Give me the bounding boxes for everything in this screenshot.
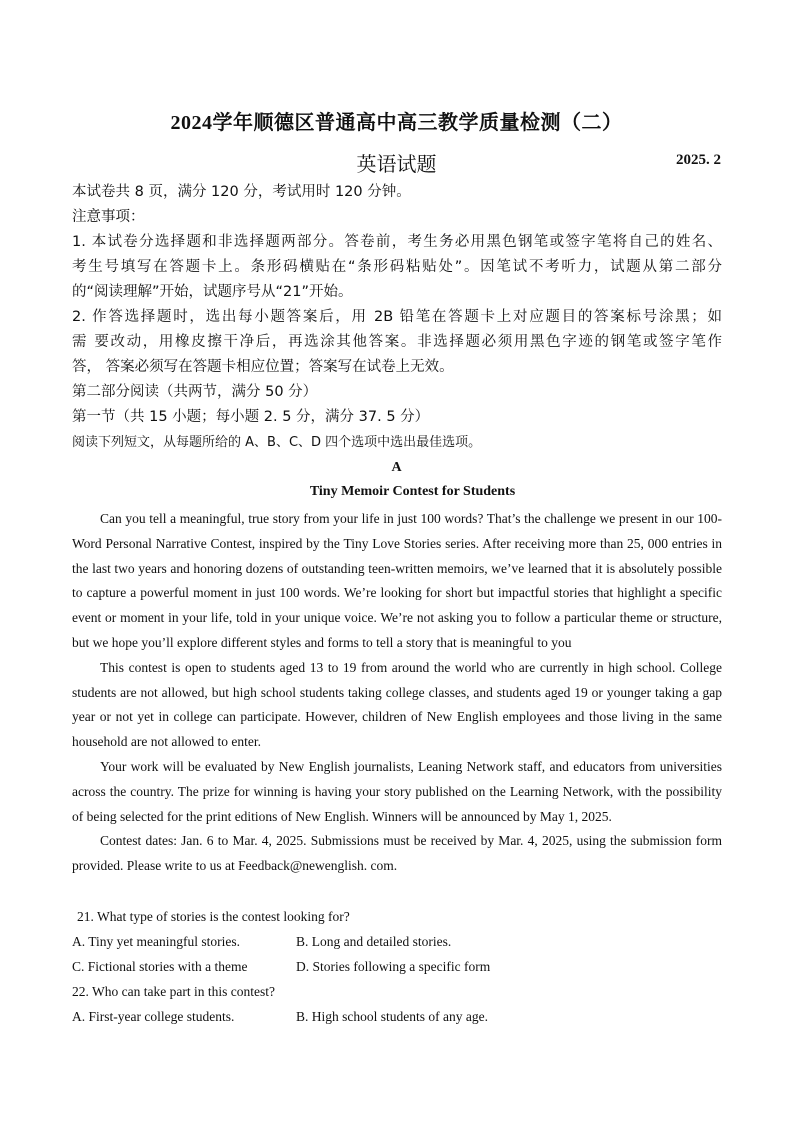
passage-paragraph: Your work will be evaluated by New English journalists, Leaning Network staff, and educators from universities across the country. The prize for winning is having your story published on the Learning Network, with the possibility of being selected for the print editions of New English. Winners will be announced by May 1, 2025. [72,758,722,824]
exam-overview: 本试卷共 8 页，满分 120 分，考试用时 120 分钟。 [72,184,411,200]
note2-line: 答， 答案必须写在答题卡相应位置；答案写在试卷上无效。 [72,359,454,375]
note2-line: 需 要改动，用橡皮擦干净后，再选涂其他答案。非选择题必须用黑色字迹的钢笔或签字笔作 [72,334,722,350]
answer-option: B. Long and detailed stories. [296,934,452,949]
question-list [72,904,722,1029]
subject-row [0,148,793,176]
passage-paragraph: Can you tell a meaningful, true story from your life in just 100 words? That’s the challenge we present in our 100-Word Personal Narrative Contest, inspired by the Tiny Love Stories series. After receiving more than 25, 000 entries in the last two years and honoring dozens of outstanding teen-written memoirs, we’ve learned that it is absolutely possible to capture a powerful moment in just 100 words. We’re looking for short but impactful stories that highlight a specific event or moment in your life, told in your unique voice. We’re not asking you to follow a particular theme or structure, but we hope you’ll explore different styles and forms to tell a story that is meaningful to you [72,511,722,650]
option-row [72,1004,722,1029]
passage-letter: A [391,460,402,475]
question-stem: 21. What type of stories is the contest looking for? [77,909,350,924]
passage-paragraph: Contest dates: Jan. 6 to Mar. 4, 2025. Submissions must be received by Mar. 4, 2025, using the submission form provided. Please write to us at Feedback@newenglish. com. [72,833,722,874]
answer-option: D. Stories following a specific form [296,959,491,974]
reading-directions: 阅读下列短文，从每题所给的 A、B、C、D 四个选项中选出最佳选项。 [72,435,482,450]
notes-heading: 注意事项： [72,209,145,225]
passage-paragraph: This contest is open to students aged 13 to 19 from around the world who are currently in high school. College students are not allowed, but high school students taking college classes, and students aged 19 or younger taking a gap year or not yet in college can participate. However, children of New English employees and those living in the same household are not allowed to enter. [72,659,722,750]
question-stem: 22. Who can take part in this contest? [72,984,275,999]
option-row [72,929,722,954]
passage-title: Tiny Memoir Contest for Students [309,484,516,499]
section-heading: 第一节（共 15 小题；每小题 2. 5 分，满分 37. 5 分） [72,409,430,425]
note2-line: 2. 作答选择题时，选出每小题答案后，用 2B 铅笔在答题卡上对应题目的答案标号涂黑；如 [72,309,722,325]
exam-title: 2024学年顺德区普通高中高三教学质量检测（二） [170,112,623,134]
answer-option: C. Fictional stories with a theme [72,959,248,974]
part-heading: 第二部分阅读（共两节，满分 50 分） [72,384,318,400]
answer-option: A. Tiny yet meaningful stories. [72,934,240,949]
answer-option: A. First-year college students. [72,1009,235,1024]
note1-line: 的“阅读理解”开始，试题序号从“21”开始。 [72,284,353,300]
answer-option: B. High school students of any age. [296,1009,488,1024]
subject-title: 英语试题 [356,154,437,176]
note1-line: 考生号填写在答题卡上。条形码横贴在“条形码粘贴处”。因笔试不考听力，试题从第二部分 [72,259,722,275]
option-row [72,954,722,979]
instructions-block [72,180,722,455]
passage-body [72,507,722,879]
note1-line: 1. 本试卷分选择题和非选择题两部分。答卷前，考生务必用黑色钢笔或签字笔将自己的姓名、 [72,234,722,250]
exam-date: 2025. 2 [676,152,721,168]
